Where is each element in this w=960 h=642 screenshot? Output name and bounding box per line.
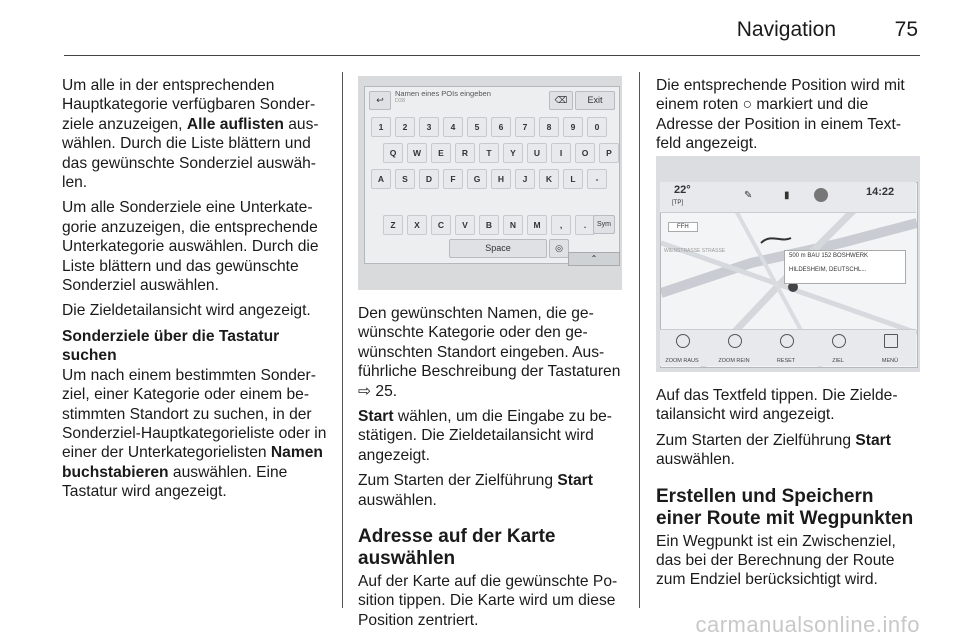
reset-button[interactable]: RESET [764, 330, 808, 366]
page-header [64, 16, 920, 56]
key[interactable]: P [599, 143, 619, 163]
paragraph: Um alle in der entsprechenden Hauptkategorie verfügbaren Sonderziele anzuzeigen, Alle auflisten auswählen. Durch die Liste blättern und das gewünschte Sonderziel auswählen. [62, 77, 319, 192]
section-heading: Sonderziele über die Tastatur suchen [62, 327, 280, 365]
delete-icon[interactable]: ⌫ [549, 91, 573, 110]
paragraph: Die Zieldetailansicht wird angezeigt. [62, 302, 311, 320]
paragraph: Zum Starten der Zielführung Start auswählen. [358, 472, 593, 509]
key[interactable]: 9 [563, 117, 583, 137]
destination-button[interactable]: ZIEL [816, 330, 860, 366]
collapse-icon[interactable]: ⌃ [568, 252, 620, 266]
key[interactable]: R [455, 143, 475, 163]
paragraph: Auf das Textfeld tippen. Die Zieldetailansicht wird angezeigt. [656, 387, 898, 424]
section-heading: Adresse auf der Karte auswählen [358, 526, 556, 570]
header-rule [64, 55, 920, 56]
key[interactable]: Q [383, 143, 403, 163]
key[interactable]: 0 [587, 117, 607, 137]
column-2 [358, 304, 624, 636]
column-divider [639, 72, 640, 608]
page-number: 75 [894, 18, 918, 41]
menu-icon [884, 334, 898, 348]
key[interactable]: I [551, 143, 571, 163]
key[interactable]: . [575, 215, 595, 235]
key[interactable]: 2 [395, 117, 415, 137]
nav-icon[interactable] [814, 188, 828, 202]
column-3-lower [656, 386, 920, 596]
column-3 [656, 76, 920, 160]
paragraph: Um alle Sonderziele eine Unterkategorie anzuzeigen, die entsprechende Unterkategorie auswählen. Durch die Liste blättern und das gewünschte Sonderziel auswählen. [62, 199, 319, 295]
map-bottom-bar [660, 329, 916, 366]
zoom-in-icon [728, 334, 742, 348]
paragraph: Zum Starten der Zielführung Start auswählen. [656, 431, 891, 469]
zoom-out-icon [676, 334, 690, 348]
key[interactable]: X [407, 215, 427, 235]
keyboard-screen [364, 86, 620, 264]
search-icon [832, 334, 846, 348]
key[interactable]: Y [503, 143, 523, 163]
sym-key[interactable]: Sym [593, 215, 615, 234]
paragraph: Start wählen, um die Eingabe zu bestätigen. Die Zieldetailansicht wird angezeigt. [358, 408, 612, 464]
phone-icon[interactable]: ✎ [744, 190, 753, 201]
key[interactable]: 4 [443, 117, 463, 137]
section-heading: Erstellen und Speichern einer Route mit Wegpunkten [656, 485, 914, 529]
zoom-in-button[interactable]: ZOOM REIN [712, 330, 756, 366]
key[interactable]: 6 [491, 117, 511, 137]
paragraph: Um nach einem bestimmten Sonderziel, einer Kategorie oder einem bestimmten Standort zu suchen, in der Sonderziel-Hauptkategorieliste oder in einer der Unterkategorielisten Namen buchstabieren auswählen. Eine Tastatur wird angezeigt. [62, 366, 327, 501]
key[interactable]: Z [383, 215, 403, 235]
key[interactable]: C [431, 215, 451, 235]
key[interactable]: G [467, 169, 487, 189]
key[interactable]: T [479, 143, 499, 163]
key[interactable]: W [407, 143, 427, 163]
key[interactable]: - [587, 169, 607, 189]
key[interactable]: U [527, 143, 547, 163]
address-textfield[interactable]: 500 m BAU 152 BOSHWERK HILDESHEIM, DEUTSCHL... [784, 250, 906, 284]
key[interactable]: L [563, 169, 583, 189]
key[interactable]: F [443, 169, 463, 189]
paragraph: Die entsprechende Position wird mit einem roten ○ markiert und die Adresse der Position in einem Textfeld angezeigt. [656, 77, 905, 153]
key[interactable]: B [479, 215, 499, 235]
key[interactable]: 1 [371, 117, 391, 137]
crosshair-icon [780, 334, 794, 348]
paragraph: Auf der Karte auf die gewünschte Position tippen. Die Karte wird um diese Position zentriert. [358, 573, 618, 629]
key[interactable]: 5 [467, 117, 487, 137]
globe-icon[interactable]: ◎ [549, 239, 569, 258]
zoom-out-button[interactable]: ZOOM RAUS [660, 330, 704, 366]
key[interactable]: E [431, 143, 451, 163]
paragraph: Ein Wegpunkt ist ein Zwischenziel, das bei der Berechnung der Route zum Endziel berücksichtigt wird. [656, 532, 896, 589]
keyboard-screenshot [358, 76, 622, 290]
key[interactable]: V [455, 215, 475, 235]
key[interactable]: 3 [419, 117, 439, 137]
key[interactable]: M [527, 215, 547, 235]
key[interactable]: K [539, 169, 559, 189]
menu-button[interactable]: MENÜ [868, 330, 912, 366]
space-key[interactable]: Space [449, 239, 547, 258]
key[interactable]: 7 [515, 117, 535, 137]
poi-input[interactable]: Namen eines POIs eingeben D28 [395, 89, 491, 104]
key[interactable]: S [395, 169, 415, 189]
key[interactable]: J [515, 169, 535, 189]
media-icon[interactable]: ▮ [784, 190, 790, 201]
key[interactable]: O [575, 143, 595, 163]
exit-button[interactable]: Exit [575, 91, 615, 110]
paragraph: Den gewünschten Namen, die gewünschte Kategorie oder den gewünschten Standort eingeben. Ausführliche Beschreibung der Tastaturen ⇨ 25. [358, 305, 621, 400]
column-1 [62, 76, 330, 508]
key[interactable]: H [491, 169, 511, 189]
watermark: carmanualsonline.info [695, 612, 920, 637]
column-divider [342, 72, 343, 608]
key[interactable]: D [419, 169, 439, 189]
map-top-bar: 22° [TP] ✎ ▮ 14:22 [660, 182, 916, 213]
key[interactable]: 8 [539, 117, 559, 137]
map-screenshot: 22° [TP] ✎ ▮ 14:22 FFH WIENSTRASSE STRASSE 500 m BAU 152 BOSHWERK HILDESHEIM, DEUTSCHL... ZOOM RAUS ZOOM REIN RESET ZIEL MENÜ [656, 156, 920, 372]
key[interactable]: A [371, 169, 391, 189]
key[interactable]: N [503, 215, 523, 235]
key[interactable]: , [551, 215, 571, 235]
back-icon[interactable]: ↩ [369, 91, 391, 110]
page-title: Navigation [736, 18, 836, 41]
